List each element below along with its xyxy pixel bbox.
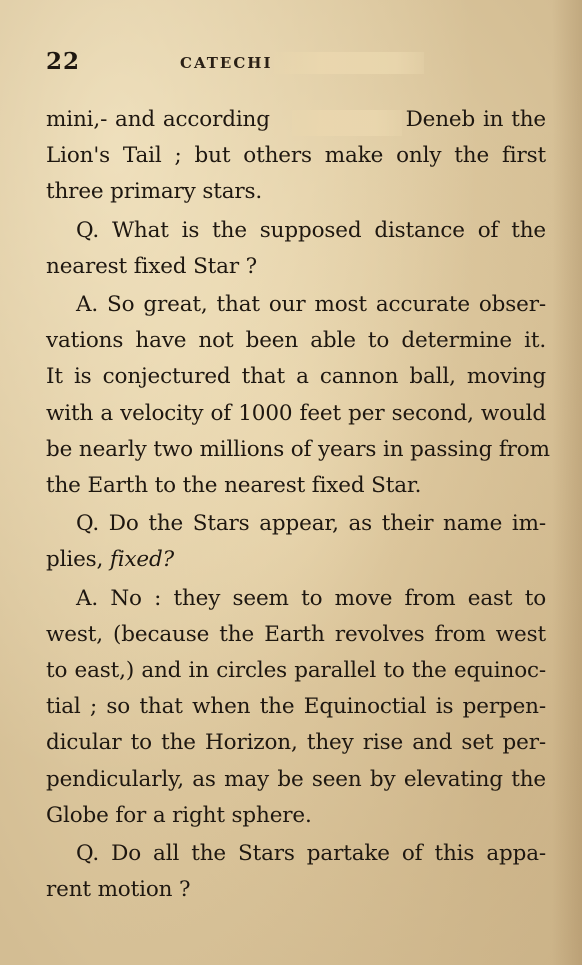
text-line: mini,- and according Deneb in the	[46, 107, 546, 132]
answer-line: west, (because the Earth revolves from west	[46, 621, 546, 647]
question-line: rent motion ?	[46, 877, 191, 903]
text-line: three primary stars.	[46, 179, 263, 205]
answer-line: It is conjectured that a cannon ball, moving	[46, 364, 546, 390]
question-line: Q. Do all the Stars partake of this appa-	[76, 841, 546, 867]
answer-line: A. So great, that our most accurate obser-	[76, 292, 546, 318]
page-number: 22	[46, 48, 81, 75]
answer-line: dicular to the Horizon, they rise and set per-	[46, 730, 546, 756]
answer-line: with a velocity of 1000 feet per second, would	[46, 400, 546, 426]
page-text	[46, 102, 550, 908]
answer-line: vations have not been able to determine it.	[46, 328, 546, 354]
answer-line: the Earth to the nearest fixed Star.	[46, 473, 422, 499]
answer-line: A. No : they seem to move from east to	[76, 585, 546, 611]
question-line: plies, fixed?	[46, 547, 174, 573]
answer-line: be nearly two millions of years in passing from	[46, 436, 550, 462]
question-line: Q. What is the supposed distance of the	[76, 217, 546, 243]
faded-print	[292, 110, 402, 136]
answer-line: tial ; so that when the Equinoctial is perpen-	[46, 694, 546, 720]
page-header	[46, 48, 542, 78]
question-line: Q. Do the Stars appear, as their name im-	[76, 511, 546, 537]
answer-line: pendicularly, as may be seen by elevating the	[46, 766, 546, 792]
page-shadow	[552, 0, 582, 965]
answer-line: Globe for a right sphere.	[46, 802, 312, 828]
answer-line: to east,) and in circles parallel to the equinoc-	[46, 658, 546, 684]
faded-print	[274, 52, 424, 74]
running-head: CATECHI	[180, 54, 273, 72]
question-line: nearest fixed Star ?	[46, 253, 258, 279]
italic-word: fixed?	[109, 547, 174, 573]
text-line: Lion's Tail ; but others make only the first	[46, 143, 546, 169]
